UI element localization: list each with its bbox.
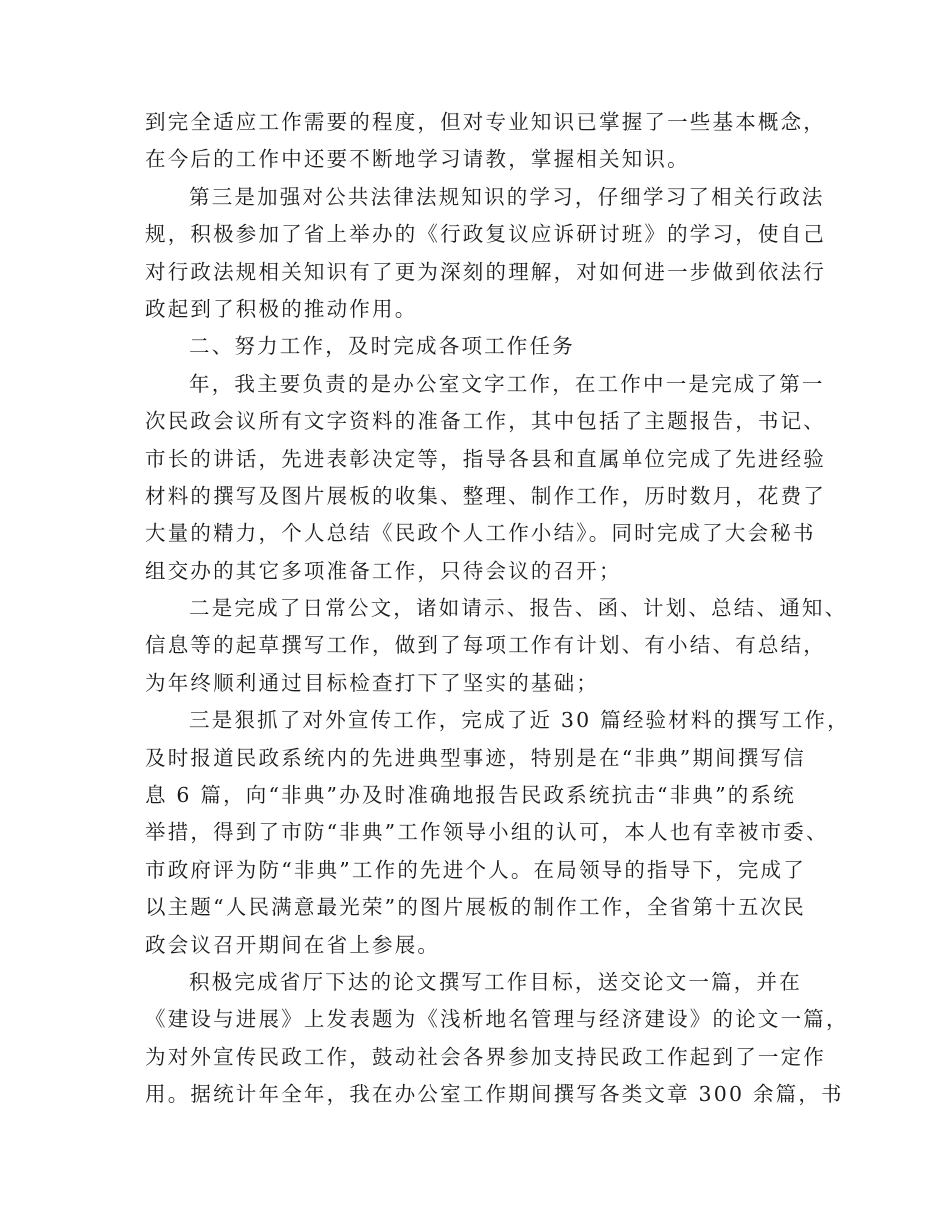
text-line: 政起到了积极的推动作用。 bbox=[145, 296, 418, 321]
text-line: 年，我主要负责的是办公室文字工作，在工作中一是完成了第一 bbox=[189, 371, 825, 396]
text-line: 为年终顺利通过目标检查打下了坚实的基础； bbox=[145, 670, 599, 695]
text-line: 市政府评为防“非典”工作的先进个人。在局领导的指导下，完成了 bbox=[145, 857, 806, 882]
text-line: 《建设与进展》上发表题为《浅析地名管理与经济建设》的论文一篇， bbox=[145, 1007, 849, 1032]
text-line: 规，积极参加了省上举办的《行政复议应诉研讨班》的学习，使自己 bbox=[145, 222, 826, 247]
text-line: 大量的精力，个人总结《民政个人工作小结》。同时完成了大会秘书 bbox=[145, 521, 816, 546]
text-line: 举措，得到了市防“非典”工作领导小组的认可，本人也有幸被市委、 bbox=[145, 820, 829, 845]
text-line: 到完全适应工作需要的程度，但对专业知识已掌握了一些基本概念， bbox=[145, 110, 826, 134]
text-line: 二、努力工作，及时完成各项工作任务 bbox=[189, 334, 575, 359]
text-line: 在今后的工作中还要不断地学习请教，掌握相关知识。 bbox=[145, 147, 690, 172]
text-line: 积极完成省厅下达的论文撰写工作目标，送交论文一篇，并在 bbox=[189, 969, 802, 994]
text-line: 组交办的其它多项准备工作，只待会议的召开； bbox=[145, 558, 622, 583]
text-line: 信息等的起草撰写工作，做到了每项工作有计划、有小结、有总结， bbox=[145, 633, 826, 658]
text-line: 以主题“人民满意最光荣”的图片展板的制作工作，全省第十五次民 bbox=[145, 895, 806, 920]
text-line: 对行政法规相关知识有了更为深刻的理解，对如何进一步做到依法行 bbox=[145, 259, 826, 284]
text-line: 次民政会议所有文字资料的准备工作，其中包括了主题报告，书记、 bbox=[145, 409, 826, 434]
text-line: 息 6 篇，向“非典”办及时准确地报告民政系统抗击“非典”的系统 bbox=[145, 783, 796, 808]
document-body bbox=[145, 104, 850, 1114]
text-line: 三是狠抓了对外宣传工作，完成了近 30 篇经验材料的撰写工作， bbox=[189, 708, 850, 733]
text-line: 第三是加强对公共法律法规知识的学习，仔细学习了相关行政法 bbox=[189, 184, 825, 209]
text-line: 材料的撰写及图片展板的收集、整理、制作工作，历时数月，花费了 bbox=[145, 483, 826, 508]
text-line: 为对外宣传民政工作，鼓动社会各界参加支持民政工作起到了一定作 bbox=[145, 1044, 826, 1069]
text-line: 用。据统计年全年，我在办公室工作期间撰写各类文章 300 余篇，书 bbox=[145, 1082, 844, 1107]
text-line: 政会议召开期间在省上参展。 bbox=[145, 932, 441, 957]
text-line: 市长的讲话，先进表彰决定等，指导各县和直属单位完成了先进经验 bbox=[145, 446, 826, 471]
text-line: 及时报道民政系统内的先进典型事迹，特别是在“非典”期间撰写信 bbox=[145, 745, 806, 770]
text-line: 二是完成了日常公文，诸如请示、报告、函、计划、总结、通知、 bbox=[189, 596, 848, 621]
